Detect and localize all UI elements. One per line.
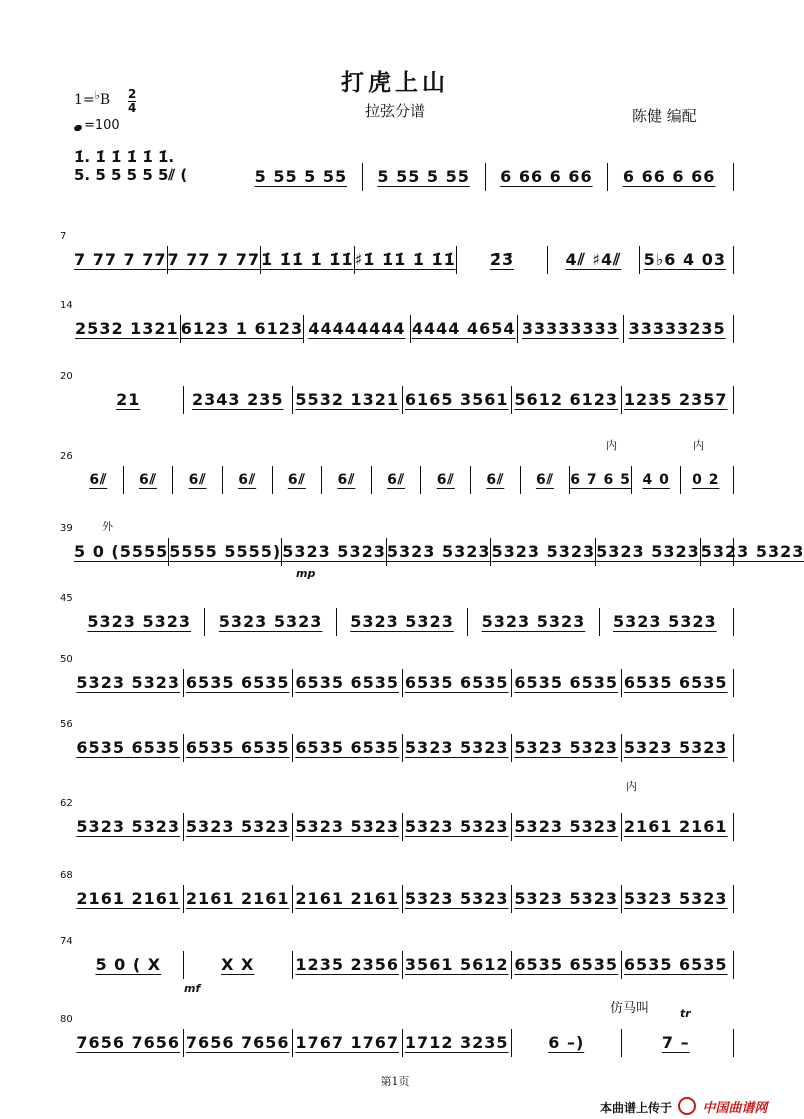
measure: 5612 6123 — [511, 386, 621, 414]
staff-line — [74, 535, 804, 569]
measure-number: 20 — [60, 371, 73, 382]
measure: 6⫽ — [321, 466, 371, 494]
flat-sign: ♭ — [94, 89, 100, 102]
measure: 5323 5323 — [336, 608, 467, 636]
measure: 5323 5323 — [204, 608, 335, 636]
measure: 44444444 — [303, 315, 410, 343]
measure: 4444 4654 — [410, 315, 517, 343]
pickup-upper: 1̇. 1̇ 1̇ 1̇ 1̇ 1̇. — [74, 148, 175, 166]
measure: 6535 6535 — [292, 669, 402, 697]
staff-line — [74, 882, 730, 916]
score-system — [60, 593, 730, 645]
composer: 陈健 编配 — [632, 107, 697, 125]
site-logo-icon — [678, 1097, 696, 1115]
staff-line — [74, 383, 730, 417]
staff-line — [74, 666, 730, 700]
staff-line — [74, 463, 730, 497]
measure: 5323 5323 — [490, 538, 595, 566]
measure: 2532 1321 — [75, 319, 179, 338]
measure: 6 7 6 5 — [569, 466, 631, 494]
score-system — [60, 719, 730, 771]
measure: 6535 6535 — [511, 669, 621, 697]
measure: 7 – — [621, 1029, 731, 1057]
measure-number: 50 — [60, 654, 73, 665]
measure: 5323 5323 — [183, 813, 293, 841]
measure: 1̇ 1̇1̇ 1̇ 1̇1̇ — [260, 246, 354, 274]
measure: 5 0 ( X — [95, 955, 162, 974]
measure: 2̄3̄ — [456, 246, 547, 274]
score-system — [60, 451, 730, 503]
measure: 5323 5323 — [386, 538, 491, 566]
measure: 1712 3235 — [402, 1029, 512, 1057]
measure: 5323 5323 — [511, 885, 621, 913]
time-signature — [128, 88, 136, 115]
measure: 5323 5323 — [700, 538, 804, 566]
score-system — [60, 231, 730, 283]
measure: 6⫽ — [371, 466, 421, 494]
measure: 6 66 6 66 — [485, 163, 608, 191]
measure: 33333235 — [623, 315, 730, 343]
score-system — [240, 160, 730, 200]
measure: 5 55 5 55 — [254, 167, 348, 186]
score-title: 打虎上山 — [341, 70, 449, 96]
key-prefix: 1= — [74, 92, 95, 108]
staff-line — [74, 243, 730, 277]
measure: 6⫽ — [520, 466, 570, 494]
measure: 6535 6535 — [183, 734, 293, 762]
tempo-marking — [74, 118, 120, 133]
measure: 6⫽ — [123, 466, 173, 494]
measure: 5 0 (5555 — [74, 542, 169, 561]
measure: 5323 5323 — [467, 608, 598, 636]
measure: 5323 5323 — [621, 885, 731, 913]
measure: 6165 3561 — [402, 386, 512, 414]
measure: 6535 6535 — [621, 951, 731, 979]
outer-string-mark: 外 — [102, 520, 113, 533]
measure: 5323 5323 — [402, 734, 512, 762]
staff-line — [74, 948, 730, 982]
time-bottom: 4 — [128, 101, 137, 115]
measure: 5323 5323 — [76, 817, 181, 836]
measure: 7656 7656 — [183, 1029, 293, 1057]
measure-number: 39 — [60, 523, 73, 534]
measure: 6⫽ — [272, 466, 322, 494]
measure-number: 68 — [60, 870, 73, 881]
pickup-lower: 5. 5 5 5 5 5⫽ ( — [74, 166, 188, 184]
measure: 6⫽ — [420, 466, 470, 494]
score-system — [60, 654, 730, 706]
measure: 5323 5323 — [292, 813, 402, 841]
tempo-value: =100 — [84, 118, 120, 133]
measure: 2343 235 — [183, 386, 293, 414]
measure: 5323 5323 — [595, 538, 700, 566]
measure: 7 77 7 77 — [167, 246, 261, 274]
measure-number: 74 — [60, 936, 73, 947]
measure: 1767 1767 — [292, 1029, 402, 1057]
measure: 5323 5323 — [76, 673, 181, 692]
measure: 6535 6535 — [402, 669, 512, 697]
dynamic-mf: mf — [184, 982, 201, 995]
measure: 4⫽ ♯4⫽ — [547, 246, 638, 274]
inner-string-mark-2: 内 — [693, 439, 704, 452]
imitation-text: 仿马叫 — [610, 1001, 650, 1016]
score-system — [60, 798, 730, 850]
measure: 7656 7656 — [76, 1033, 181, 1052]
key-signature — [74, 89, 111, 108]
time-top: 2 — [128, 87, 137, 101]
measure: 2161 2161 — [183, 885, 293, 913]
trill-mark: tr — [680, 1007, 691, 1020]
measure: 6535 6535 — [511, 951, 621, 979]
measure: 1235 2357 — [621, 386, 731, 414]
measure: 6123 1 6123 — [180, 315, 303, 343]
measure: 21 — [116, 390, 141, 409]
measure: 5555 5555) — [168, 538, 281, 566]
measure: 2161 2161 — [292, 885, 402, 913]
measure: 5532 1321 — [292, 386, 402, 414]
upload-text: 本曲谱上传于 — [600, 1101, 673, 1115]
measure-number: 80 — [60, 1014, 73, 1025]
measure: 5323 5323 — [87, 612, 192, 631]
score-system — [60, 1014, 730, 1066]
measure: 6⫽ — [89, 472, 108, 488]
measure: 6535 6535 — [292, 734, 402, 762]
measure-number: 26 — [60, 451, 73, 462]
quarter-note-icon — [73, 124, 83, 132]
score-system — [60, 300, 730, 352]
measure: 6 66 6 66 — [607, 163, 730, 191]
measure: ♯1̇ 1̇1̇ 1̇ 1̇1̇ — [354, 246, 456, 274]
staff-line — [74, 731, 730, 765]
measure-number: 14 — [60, 300, 73, 311]
key-note: B — [99, 92, 111, 108]
staff-line — [74, 810, 730, 844]
inner-string-mark-3: 内 — [626, 780, 637, 793]
measure: 0 2 — [680, 466, 730, 494]
measure: 5323 5323 — [511, 813, 621, 841]
staff-line — [74, 1026, 730, 1060]
dynamic-mp: mp — [296, 567, 316, 580]
measure: 2161 2161 — [621, 813, 731, 841]
measure: 6535 6535 — [621, 669, 731, 697]
measure-number: 45 — [60, 593, 73, 604]
pickup-measures — [74, 148, 187, 184]
measure: 6⫽ — [470, 466, 520, 494]
staff-line — [74, 605, 730, 639]
measure-number: 7 — [60, 231, 67, 242]
site-watermark — [600, 1097, 767, 1116]
measure: X X — [183, 951, 293, 979]
measure: 6⫽ — [222, 466, 272, 494]
score-system — [60, 523, 804, 575]
measure: 33333333 — [517, 315, 624, 343]
score-subtitle: 拉弦分谱 — [364, 102, 425, 120]
staff-line — [240, 160, 730, 194]
page-number: 第1页 — [380, 1075, 410, 1088]
measure: 5♭6 4 03 — [639, 246, 730, 274]
measure: 5323 5323 — [511, 734, 621, 762]
measure: 6⫽ — [172, 466, 222, 494]
inner-string-mark: 内 — [606, 439, 617, 452]
score-system — [60, 870, 730, 922]
measure: 5323 5323 — [402, 813, 512, 841]
measure: 5323 5323 — [402, 885, 512, 913]
measure: 5323 5323 — [281, 538, 386, 566]
measure: 6 –) — [511, 1029, 621, 1057]
measure: 5323 5323 — [621, 734, 731, 762]
site-brand: 中国曲谱网 — [702, 1101, 768, 1116]
score-system — [60, 936, 730, 988]
measure: 7 77 7 77 — [74, 250, 167, 269]
measure: 6535 6535 — [76, 738, 181, 757]
measure: 4 0 — [631, 466, 681, 494]
measure: 1235 2356 — [292, 951, 402, 979]
staff-line — [74, 312, 730, 346]
score-system — [60, 371, 730, 423]
measure: 5 55 5 55 — [362, 163, 485, 191]
measure-number: 56 — [60, 719, 73, 730]
measure: 2161 2161 — [76, 889, 181, 908]
measure: 5323 5323 — [599, 608, 730, 636]
measure-number: 62 — [60, 798, 73, 809]
measure: 3561 5612 — [402, 951, 512, 979]
measure: 6535 6535 — [183, 669, 293, 697]
